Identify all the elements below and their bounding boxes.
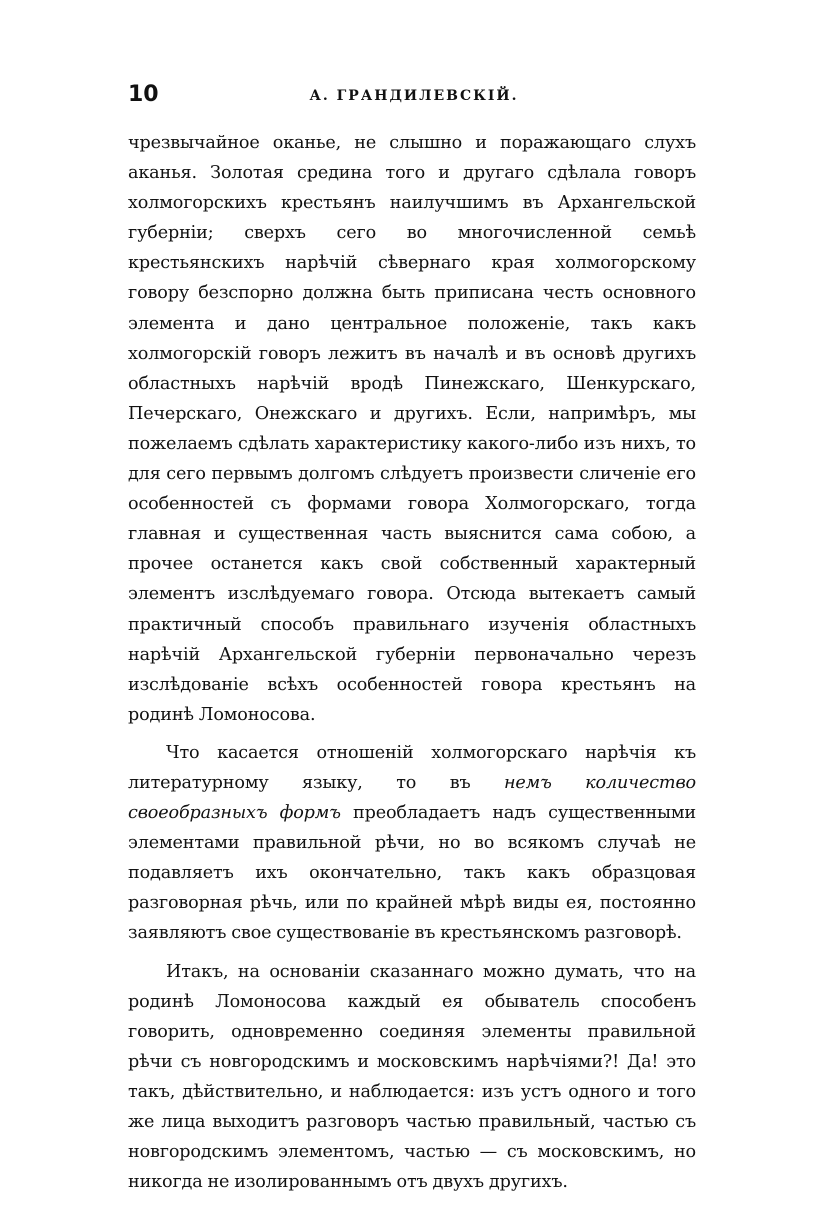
running-head: А. ГРАНДИЛЕВСКІЙ. bbox=[309, 88, 519, 104]
paragraph-3: Итакъ, на основаніи сказаннаго можно думать, что на родинѣ Ломоносова каждый ея обыватель способенъ говорить, одновременно соединяя элементы правильной рѣчи съ новгородскимъ и московскимъ нарѣчіями?! Да! это такъ, дѣйствительно, и наблюдается: изъ устъ одного и того же лица выходитъ разговоръ частью правильный, частью съ новгородскимъ элементомъ, частью — съ московскимъ, но никогда не изолированнымъ отъ двухъ другихъ. bbox=[128, 961, 696, 1193]
paragraph-2 bbox=[128, 738, 696, 949]
paragraph-2-italic: немъ количество своеобразныхъ формъ bbox=[128, 772, 697, 824]
paragraph-2-end: преобладаетъ надъ существенными элементами правильной рѣчи, но во всякомъ случаѣ не подавляетъ ихъ окончательно, такъ какъ образцовая разговорная рѣчь, или по крайней мѣрѣ виды ея, постоянно заявляютъ свое существованіе въ крестьянскомъ разговорѣ. bbox=[128, 803, 696, 944]
paragraph-2-start: Что касается отношеній холмогорскаго нарѣчія къ литературному языку, то въ bbox=[128, 742, 696, 793]
page-header bbox=[128, 82, 700, 112]
paragraph-1: чрезвычайное оканье, не слышно и поражающаго слухъ аканья. Золотая средина того и другаго сдѣлала говоръ холмогорскихъ крестьянъ наилучшимъ въ Архангельской губерніи; сверхъ сего во многочисленной семьѣ крестьянскихъ нарѣчій сѣвернаго края холмогорскому говору безспорно должна быть приписана честь основного элемента и дано центральное положеніе, такъ какъ холмогорскій говоръ лежитъ въ началѣ и въ основѣ другихъ областныхъ нарѣчій вродѣ Пинежскаго, Шенкурскаго, Печерскаго, Онежскаго и другихъ. Если, напримѣръ, мы пожелаемъ сдѣлать характеристику какого-либо изъ нихъ, то для сего первымъ долгомъ слѣдуетъ произвести сличеніе его особенностей съ формами говора Холмогорскаго, тогда главная и существенная часть выяснится сама собою, а прочее останется какъ свой собственный характерный элементъ изслѣдуемаго говора. Отсюда вытекаетъ самый практичный способъ правильнаго изученія областныхъ нарѣчій Архангельской губерніи первоначально черезъ изслѣдованіе всѣхъ особенностей говора крестьянъ на родинѣ Ломоносова. bbox=[128, 133, 696, 725]
body-text bbox=[128, 128, 696, 1205]
page-number: 10 bbox=[128, 82, 159, 107]
